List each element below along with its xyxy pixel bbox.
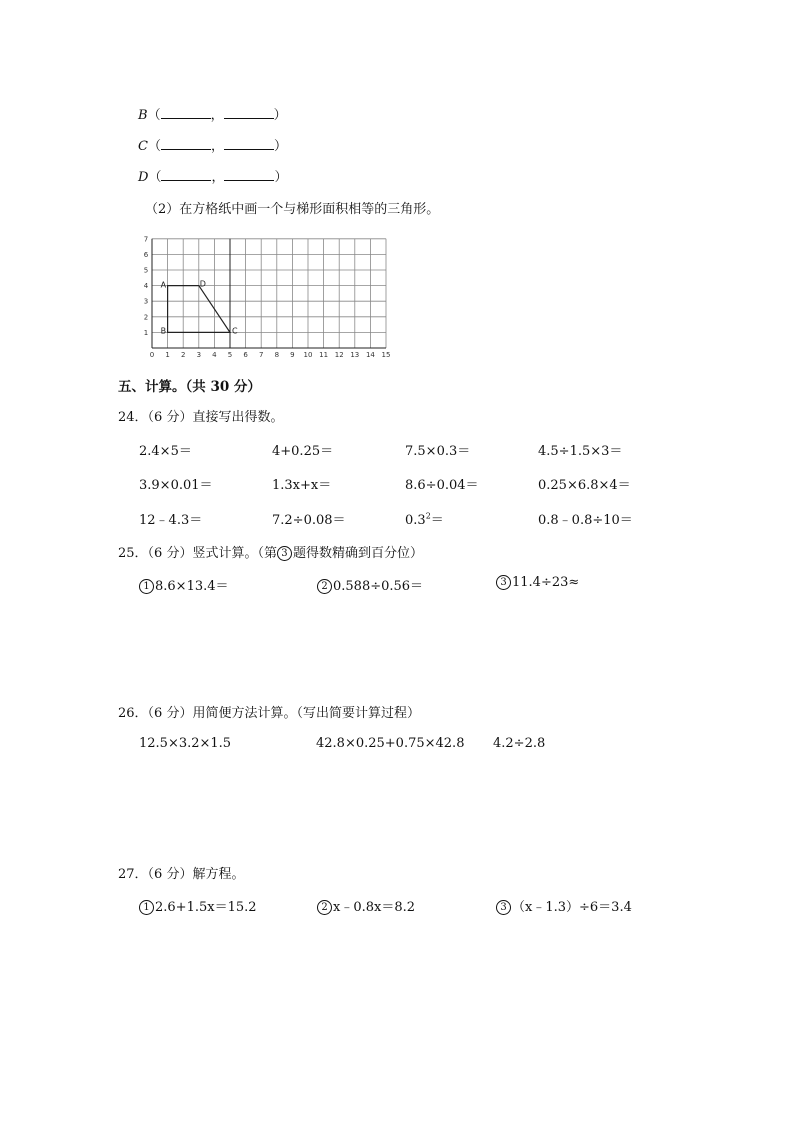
q24-problem: $0.3^2=$ — [405, 511, 444, 528]
question-27-title: 27．（6 分）解方程。 — [118, 867, 245, 882]
x-tick-label: 1 — [165, 351, 170, 359]
question-25-title: 25．（6 分）竖式计算。（第 3 题得数精确到百分位） — [118, 546, 423, 561]
circled-number: 2 — [317, 579, 332, 594]
q26-item-3: 4.2÷2.8 — [493, 736, 546, 751]
q24-problem: 4.5÷1.5×3＝ — [538, 444, 623, 459]
q26-item-2: 42.8×0.25+0.75×42.8 — [316, 736, 465, 751]
coord-label: B — [138, 108, 148, 123]
q24-problem: 7.2÷0.08＝ — [272, 513, 346, 528]
y-tick-label: 3 — [143, 297, 149, 306]
x-tick-label: 5 — [227, 351, 233, 359]
x-tick-label: 14 — [365, 351, 375, 359]
q25-item-2: 2 0.588÷0.56＝ — [317, 575, 423, 594]
q27-item-3: 3 （x﹣1.3）÷6＝3.4 — [496, 896, 632, 915]
point-label: D — [199, 279, 206, 289]
q24-problem: 2.4×5＝ — [139, 444, 192, 459]
point-label: C — [232, 326, 238, 336]
q27-item-2: 2 x﹣0.8x＝8.2 — [317, 896, 415, 915]
q25-item-1: 1 8.6×13.4＝ — [139, 575, 229, 594]
answer-blank[interactable] — [161, 106, 211, 119]
x-tick-label: 2 — [180, 351, 186, 359]
x-tick-label: 11 — [319, 351, 329, 359]
circled-number: 3 — [277, 546, 292, 561]
q24-problem: 12﹣4.3＝ — [139, 513, 203, 528]
x-tick-label: 13 — [350, 351, 360, 359]
point-label: B — [160, 326, 167, 336]
q25-item-3: 3 11.4÷23≈ — [496, 575, 579, 590]
answer-blank[interactable] — [224, 168, 274, 181]
point-label: A — [160, 280, 167, 290]
q24-problem: 3.9×0.01＝ — [139, 478, 213, 493]
x-tick-label: 7 — [258, 351, 264, 359]
answer-blank[interactable] — [161, 168, 211, 181]
answer-blank[interactable] — [161, 137, 211, 150]
q27-item-1: 1 2.6+1.5x＝15.2 — [139, 896, 257, 915]
coord-label: D — [138, 170, 149, 185]
q26-item-1: 12.5×3.2×1.5 — [139, 736, 232, 751]
y-tick-label: 2 — [143, 313, 149, 322]
coord-line-d: D（ ， ） — [138, 170, 288, 185]
q24-problem: 7.5×0.3＝ — [405, 444, 471, 459]
coord-label: C — [138, 139, 148, 154]
q24-problem: 1.3x+x＝ — [272, 478, 332, 493]
y-tick-label: 4 — [143, 282, 149, 291]
x-tick-label: 10 — [303, 351, 313, 359]
y-tick-label: 1 — [143, 328, 149, 337]
circled-number: 3 — [496, 900, 511, 915]
q24-problem: 4+0.25＝ — [272, 444, 334, 459]
answer-blank[interactable] — [224, 137, 274, 150]
x-tick-label: 8 — [274, 351, 280, 359]
x-tick-label: 12 — [334, 351, 344, 359]
coord-line-c: C（ ， ） — [138, 139, 287, 154]
y-tick-label: 7 — [143, 235, 149, 244]
q24-problem: 0.25×6.8×4＝ — [538, 478, 631, 493]
x-tick-label: 0 — [149, 351, 155, 359]
question-24-title: 24．（6 分）直接写出得数。 — [118, 410, 284, 425]
circled-number: 3 — [496, 575, 511, 590]
circled-number: 1 — [139, 900, 154, 915]
q24-problem: 0.8﹣0.8÷10＝ — [538, 513, 633, 528]
x-tick-label: 6 — [243, 351, 248, 359]
x-tick-label: 9 — [290, 351, 295, 359]
x-tick-label: 15 — [381, 351, 391, 359]
circled-number: 2 — [317, 900, 332, 915]
coord-line-b: B（ ， ） — [138, 108, 287, 123]
x-tick-label: 4 — [212, 351, 217, 359]
y-tick-label: 6 — [143, 250, 149, 259]
q24-problem: 8.6÷0.04＝ — [405, 478, 479, 493]
circled-number: 1 — [139, 579, 154, 594]
y-tick-label: 5 — [143, 266, 149, 275]
sub-question-2: （2）在方格纸中画一个与梯形面积相等的三角形。 — [145, 202, 440, 217]
section-title: 五、计算。（共 30 分） — [118, 379, 261, 395]
x-tick-label: 3 — [196, 351, 202, 359]
answer-blank[interactable] — [224, 106, 274, 119]
question-26-title: 26．（6 分）用简便方法计算。（写出简要计算过程） — [118, 706, 420, 721]
coordinate-grid[interactable] — [140, 228, 402, 360]
